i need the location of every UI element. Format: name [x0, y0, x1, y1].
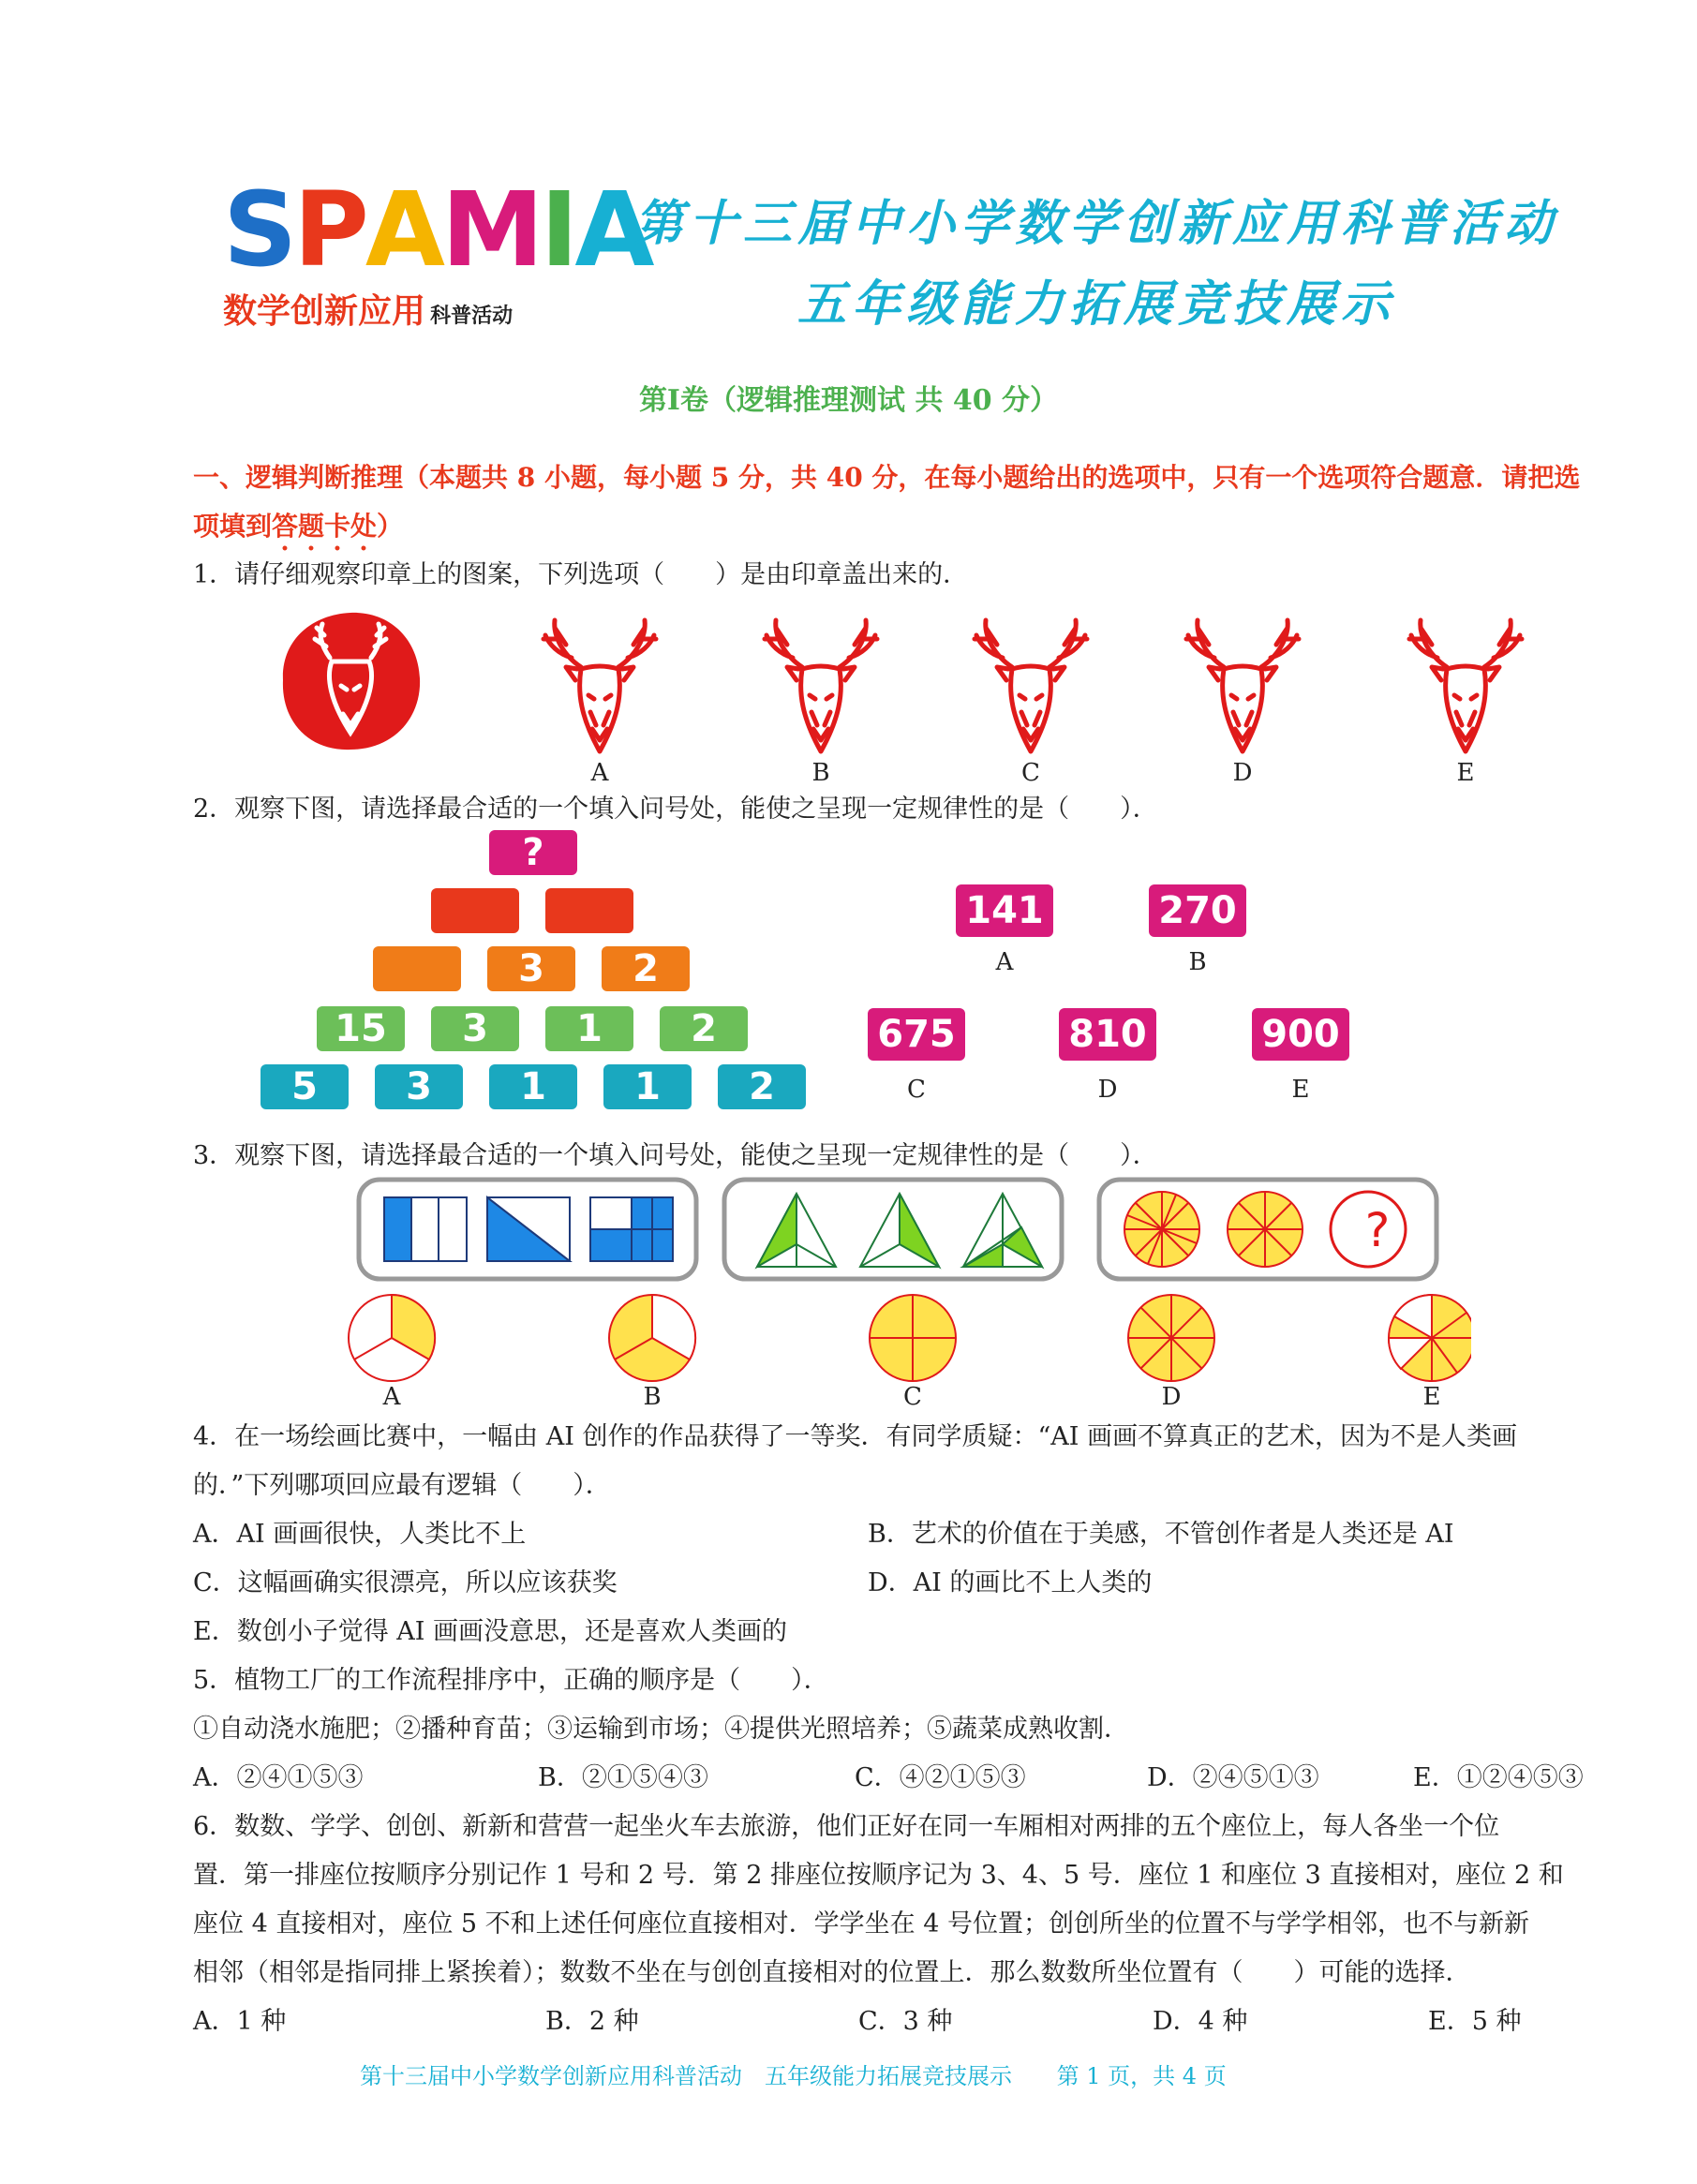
deer-option-c[interactable]: [971, 615, 1091, 757]
q4-option-c[interactable]: C．这幅画确实很漂亮，所以应该获奖: [193, 1568, 618, 1597]
pyramid-row3-tile-1: [373, 946, 461, 991]
q2-label-e: E: [1291, 1076, 1310, 1104]
logo-letter-s: S: [223, 170, 294, 290]
q5-line-1: 5．植物工厂的工作流程排序中，正确的顺序是（ ）．: [193, 1666, 829, 1695]
q5-option-d[interactable]: D．②④⑤①③: [1147, 1763, 1319, 1792]
stamp-image: [277, 609, 424, 753]
paper-section-heading: 第Ⅰ卷（逻辑推理测试 共 40 分）: [638, 384, 1059, 417]
section-line-2-end: ）: [377, 511, 404, 542]
logo-word: [223, 170, 651, 290]
q2-label-d: D: [1097, 1076, 1118, 1104]
sub-title: 五年级能力拓展竞技展示: [796, 275, 1395, 333]
question-5: [193, 1657, 1627, 1803]
question-4: [193, 1413, 1627, 1657]
logo-letter-a: A: [365, 170, 441, 290]
q6-line-1: 6．数数、学学、创创、新新和营营一起坐火车去旅游，他们正好在同一车厢相对两排的五个座位上，每人各坐一个位: [193, 1812, 1500, 1841]
q3-label-a: A: [382, 1383, 401, 1411]
q2-option-c-tile[interactable]: 675: [868, 1008, 965, 1061]
q6-option-e[interactable]: E．5 种: [1428, 2007, 1522, 2036]
section-line-2: [193, 502, 1617, 557]
q4-option-e[interactable]: E．数创小子觉得 AI 画画没意思，还是喜欢人类画的: [193, 1617, 788, 1646]
pyramid-row3-tile-2: 3: [487, 946, 575, 991]
section-instruction: [193, 453, 1617, 557]
pyramid-row5-tile-3: 1: [489, 1064, 577, 1109]
pyramid-row4-tile-2: 3: [431, 1006, 519, 1051]
question-2: 2．观察下图，请选择最合适的一个填入问号处，能使之呈现一定规律性的是（ ）．: [193, 795, 1158, 824]
q3-label-d: D: [1161, 1383, 1182, 1411]
q4-option-a[interactable]: A．AI 画画很快，人类比不上: [193, 1520, 527, 1549]
pyramid-row4-tile-3: 1: [545, 1006, 633, 1051]
pyramid-question-tile: ?: [489, 830, 577, 875]
q1-label-b: B: [811, 759, 830, 787]
q5-option-b[interactable]: B．②①⑤④③: [538, 1763, 708, 1792]
q2-label-a: A: [995, 948, 1014, 976]
logo-letter-p: P: [293, 170, 365, 290]
deer-option-d[interactable]: [1183, 615, 1303, 757]
q2-option-d-tile[interactable]: 810: [1059, 1008, 1156, 1061]
spamia-logo: [223, 170, 651, 331]
q2-label-b: B: [1188, 948, 1207, 976]
q2-option-e-tile[interactable]: 900: [1252, 1008, 1349, 1061]
logo-letter-a2: A: [574, 170, 651, 290]
q5-option-e[interactable]: E．①②④⑤③: [1413, 1763, 1584, 1792]
q6-option-b[interactable]: B．2 种: [545, 2007, 639, 2036]
q4-option-b[interactable]: B．艺术的价值在于美感，不管创作者是人类还是 AI: [868, 1520, 1454, 1549]
question-1: 1．请仔细观察印章上的图案，下列选项（ ）是由印章盖出来的．: [193, 560, 969, 589]
q5-option-c[interactable]: C．④②①⑤③: [855, 1763, 1026, 1792]
pyramid-row5-tile-1: 5: [261, 1064, 349, 1109]
page-footer: [360, 2058, 1227, 2090]
pyramid-row5-tile-5: 2: [718, 1064, 806, 1109]
pyramid-row3-tile-3: 2: [602, 946, 690, 991]
q1-label-e: E: [1456, 759, 1475, 787]
pyramid-row2-tile-1: [431, 888, 519, 933]
q3-label-b: B: [643, 1383, 662, 1411]
q5-option-a[interactable]: A．②④①⑤③: [193, 1763, 364, 1792]
q1-label-d: D: [1232, 759, 1253, 787]
pyramid-row5-tile-2: 3: [375, 1064, 463, 1109]
q3-label-c: C: [903, 1383, 922, 1411]
logo-letter-m: M: [441, 170, 541, 290]
section-line-1: 一、逻辑判断推理（本题共 8 小题，每小题 5 分，共 40 分，在每小题给出的选项中，只有一个选项符合题意．请把选: [193, 462, 1581, 493]
deer-option-a[interactable]: [540, 615, 660, 757]
q6-line-4: 相邻（相邻是指同排上紧挨着）；数数不坐在与创创直接相对的位置上．那么数数所坐位置有（ ）可能的选择．: [193, 1958, 1471, 1987]
q5-line-2: ①自动浇水施肥；②播种育苗；③运输到市场；④提供光照培养；⑤蔬菜成熟收割．: [193, 1715, 1129, 1744]
deer-option-b[interactable]: [761, 615, 881, 757]
q3-options[interactable]: [347, 1293, 1471, 1387]
deer-option-e[interactable]: [1406, 615, 1526, 757]
q6-line-3: 座位 4 直接相对，座位 5 不和上述任何座位直接相对．学学坐在 4 号位置；创创所坐的位置不与学学相邻，也不与新新: [193, 1909, 1530, 1939]
section-line-2-text: 项填到: [193, 511, 273, 542]
q3-figure-panels: [356, 1177, 1452, 1284]
section-line-2-emphasis: 答题卡处: [272, 511, 378, 542]
logo-subtitle-2: 科普活动: [430, 305, 514, 328]
pyramid-row5-tile-4: 1: [603, 1064, 692, 1109]
q2-option-a-tile[interactable]: 141: [956, 884, 1053, 937]
logo-subtitle: 数学创新应用: [223, 292, 426, 331]
q3-label-e: E: [1422, 1383, 1441, 1411]
logo-letter-i: I: [540, 170, 575, 290]
pyramid-row4-tile-1: 15: [317, 1006, 405, 1051]
footer-page-number: 第 1 页，共 4 页: [1056, 2063, 1227, 2089]
pyramid-row2-tile-2: [545, 888, 633, 933]
q2-option-b-tile[interactable]: 270: [1149, 884, 1246, 937]
q6-option-d[interactable]: D．4 种: [1153, 2007, 1248, 2036]
q1-label-a: A: [590, 759, 609, 787]
q6-line-2: 置．第一排座位按顺序分别记作 1 号和 2 号．第 2 排座位按顺序记为 3、4、5 号．座位 1 和座位 3 直接相对，座位 2 和: [193, 1861, 1564, 1890]
footer-title: 第十三届中小学数学创新应用科普活动 五年级能力拓展竞技展示: [360, 2063, 1012, 2089]
q4-line-1: 4．在一场绘画比赛中，一幅由 AI 创作的作品获得了一等奖．有同学质疑：“AI 画画不算真正的艺术，因为不是人类画: [193, 1422, 1518, 1451]
main-title: 第十三届中小学数学创新应用科普活动: [633, 195, 1558, 252]
q4-line-2: 的．”下列哪项回应最有逻辑（ ）．: [193, 1471, 611, 1500]
q2-label-c: C: [907, 1076, 926, 1104]
q1-label-c: C: [1021, 759, 1040, 787]
question-6: [193, 1803, 1636, 2046]
pyramid-row4-tile-4: 2: [660, 1006, 748, 1051]
question-3: 3．观察下图，请选择最合适的一个填入问号处，能使之呈现一定规律性的是（ ）．: [193, 1141, 1158, 1170]
q3-question-mark: ?: [1364, 1203, 1391, 1257]
q4-option-d[interactable]: D．AI 的画比不上人类的: [868, 1568, 1153, 1597]
q6-option-a[interactable]: A．1 种: [193, 2007, 287, 2036]
q6-option-c[interactable]: C．3 种: [858, 2007, 953, 2036]
